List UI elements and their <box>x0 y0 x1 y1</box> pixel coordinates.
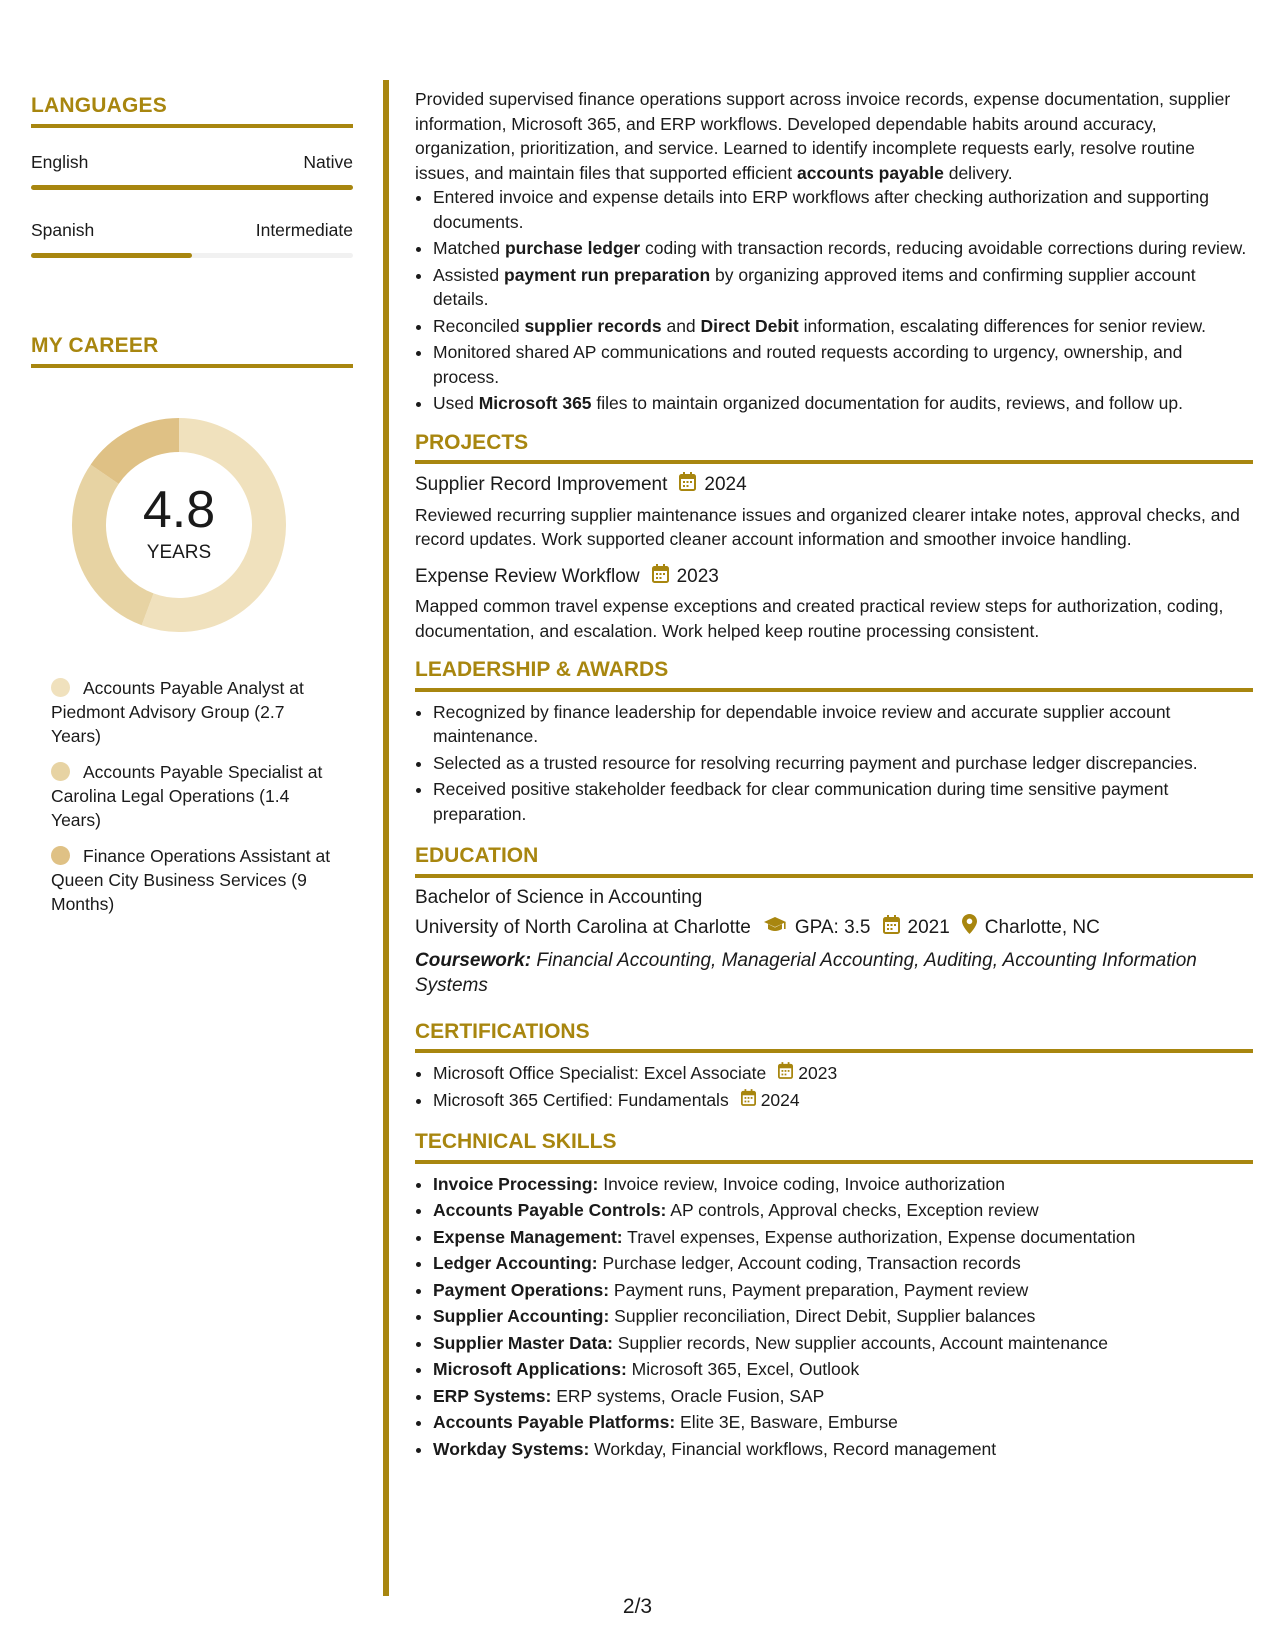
experience-summary: Provided supervised finance operations support across invoice records, expense documentation, supplier information, Microsoft 365, and ERP workflows. Developed dependable habits around accuracy, organization, prioritization, and service. Learned to identify incomplete requests early, resolve routine issues, and maintain files that supported efficient accounts payable delivery. <box>415 89 1231 183</box>
leadership-title: LEADERSHIP & AWARDS <box>415 658 1253 692</box>
skill-item: • Payment Operations: Payment runs, Payment preparation, Payment review <box>433 1278 1253 1303</box>
skill-item: • Workday Systems: Workday, Financial workflows, Record management <box>433 1437 1253 1462</box>
legend-dot <box>51 762 70 781</box>
experience-bullet: • Assisted payment run preparation by organizing approved items and confirming supplier account details. <box>433 263 1253 312</box>
leadership-list <box>415 700 1253 827</box>
degree: Bachelor of Science in Accounting <box>415 886 703 908</box>
skill-item: • Accounts Payable Platforms: Elite 3E, Basware, Emburse <box>433 1410 1253 1435</box>
calendar-icon <box>741 1088 756 1113</box>
experience-bullet: • Used Microsoft 365 files to maintain organized documentation for audits, reviews, and follow up. <box>433 391 1253 416</box>
career-legend-item <box>51 760 337 832</box>
project-item <box>415 564 1253 644</box>
skill-item: • ERP Systems: ERP systems, Oracle Fusion, SAP <box>433 1384 1253 1409</box>
skill-item: • Invoice Processing: Invoice review, Invoice coding, Invoice authorization <box>433 1172 1253 1197</box>
experience-bullets <box>415 185 1253 416</box>
column-divider <box>383 80 389 1596</box>
skill-item: • Accounts Payable Controls: AP controls, Approval checks, Exception review <box>433 1198 1253 1223</box>
coursework: Coursework: Financial Accounting, Managerial Accounting, Auditing, Accounting Information Systems <box>415 949 1197 996</box>
experience-bullet: • Reconciled supplier records and Direct Debit information, escalating differences for senior review. <box>433 314 1253 339</box>
calendar-icon <box>679 472 696 499</box>
calendar-icon <box>778 1061 793 1086</box>
legend-label: Finance Operations Assistant at Queen City Business Services (9 Months) <box>51 846 331 914</box>
skill-item: • Ledger Accounting: Purchase ledger, Account coding, Transaction records <box>433 1251 1253 1276</box>
left-column <box>31 94 353 928</box>
skill-item: • Supplier Master Data: Supplier records, New supplier accounts, Account maintenance <box>433 1331 1253 1356</box>
gpa: GPA: 3.5 <box>794 916 871 938</box>
language-proficiency-bar <box>31 185 353 190</box>
skill-item: • Expense Management: Travel expenses, Expense authorization, Expense documentation <box>433 1225 1253 1250</box>
projects-title: PROJECTS <box>415 431 1253 465</box>
languages-title: LANGUAGES <box>31 94 353 128</box>
legend-dot <box>51 846 70 865</box>
leadership-item: • Recognized by finance leadership for dependable invoice review and accurate supplier account maintenance. <box>433 700 1253 749</box>
career-legend-item <box>51 844 337 916</box>
skills-title: TECHNICAL SKILLS <box>415 1130 1253 1164</box>
leadership-item: • Received positive stakeholder feedback for clear communication during time sensitive payment preparation. <box>433 777 1253 826</box>
project-name: Expense Review Workflow <box>415 565 640 587</box>
graduation-cap-icon <box>763 916 787 941</box>
career-title: MY CAREER <box>31 334 353 368</box>
education-details <box>415 914 1253 942</box>
graduation-year: 2021 <box>907 916 950 938</box>
project-year: 2023 <box>676 565 719 587</box>
skills-list <box>415 1172 1253 1462</box>
language-name: English <box>31 152 89 172</box>
language-item <box>31 220 353 258</box>
legend-label: Accounts Payable Analyst at Piedmont Advisory Group (2.7 Years) <box>51 678 304 746</box>
career-total-unit: YEARS <box>146 542 212 563</box>
location-pin-icon <box>962 914 977 942</box>
right-column <box>415 87 1253 1463</box>
skill-item: • Microsoft Applications: Microsoft 365, Excel, Outlook <box>433 1357 1253 1382</box>
legend-dot <box>51 678 70 697</box>
project-item <box>415 472 1253 552</box>
calendar-icon <box>652 564 669 591</box>
language-item <box>31 152 353 190</box>
language-level: Native <box>303 152 353 172</box>
education-title: EDUCATION <box>415 844 1253 878</box>
page-number: 2/3 <box>622 1595 653 1618</box>
certification-name: • Microsoft 365 Certified: Fundamentals <box>433 1089 729 1110</box>
project-name: Supplier Record Improvement <box>415 474 668 495</box>
career-legend <box>51 676 337 916</box>
language-level: Intermediate <box>255 220 353 240</box>
certification-year: 2023 <box>798 1063 838 1083</box>
career-total-years: 4.8 <box>142 481 216 539</box>
language-proficiency-fill <box>31 185 353 190</box>
certification-year: 2024 <box>760 1089 800 1110</box>
experience-bullet: • Matched purchase ledger coding with transaction records, reducing avoidable corrections during review. <box>433 236 1253 261</box>
career-donut-chart <box>66 412 292 638</box>
calendar-icon <box>883 915 900 942</box>
legend-label: Accounts Payable Specialist at Carolina Legal Operations (1.4 Years) <box>51 762 323 830</box>
language-name: Spanish <box>31 220 95 240</box>
certification-item <box>433 1088 1253 1113</box>
language-proficiency-fill <box>31 253 192 258</box>
career-legend-item <box>51 676 337 748</box>
experience-bullet: • Entered invoice and expense details into ERP workflows after checking authorization and supporting documents. <box>433 185 1253 234</box>
certifications-list <box>415 1061 1253 1112</box>
leadership-item: • Selected as a trusted resource for resolving recurring payment and purchase ledger discrepancies. <box>433 751 1253 776</box>
skill-item: • Supplier Accounting: Supplier reconciliation, Direct Debit, Supplier balances <box>433 1304 1253 1329</box>
school-name: University of North Carolina at Charlotte <box>415 916 751 938</box>
certification-item <box>433 1061 1253 1086</box>
project-description: Reviewed recurring supplier maintenance issues and organized clearer intake notes, approval checks, and record updates. Work supported cleaner account information and smoother invoice handling. <box>415 504 1240 549</box>
experience-bullet: • Monitored shared AP communications and routed requests according to urgency, ownership, and process. <box>433 340 1253 389</box>
certification-name: • Microsoft Office Specialist: Excel Associate <box>433 1063 767 1083</box>
project-description: Mapped common travel expense exceptions and created practical review steps for authorization, coding, documentation, and escalation. Work helped keep routine processing consistent. <box>415 596 1224 641</box>
certifications-title: CERTIFICATIONS <box>415 1020 1253 1054</box>
school-location: Charlotte, NC <box>984 916 1100 938</box>
language-proficiency-bar <box>31 253 353 258</box>
project-year: 2024 <box>704 474 747 495</box>
